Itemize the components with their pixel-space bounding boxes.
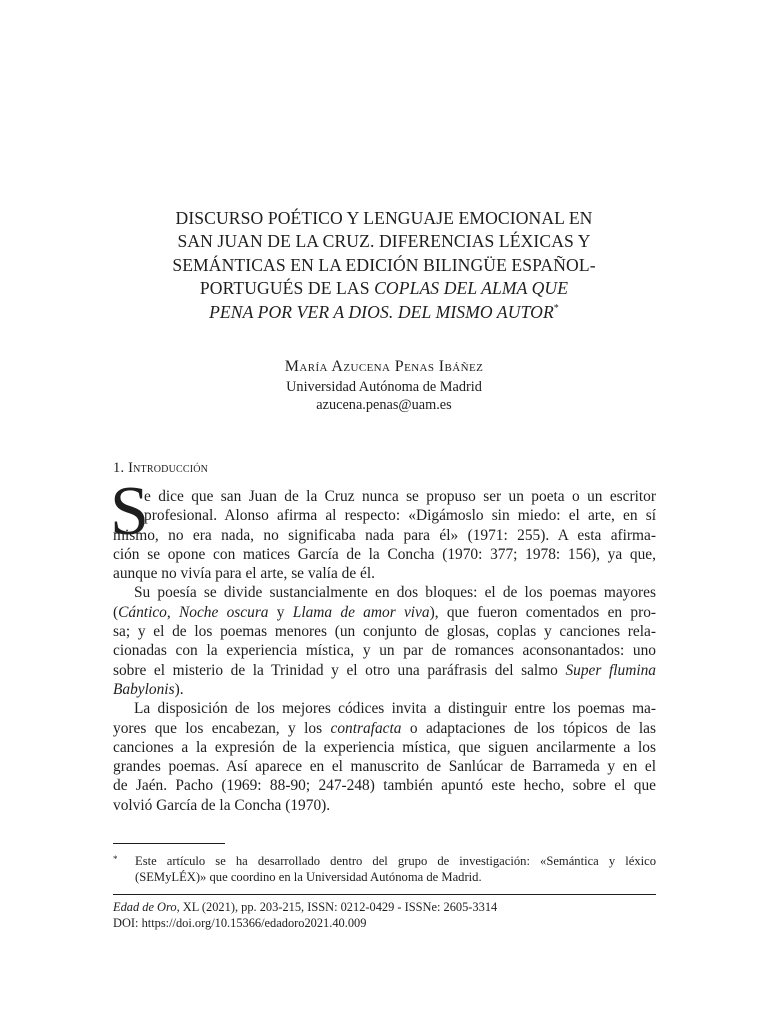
p2-line-5	[113, 661, 656, 680]
title-line-2: SAN JUAN DE LA CRUZ. DIFERENCIAS LÉXICAS Y	[177, 231, 591, 252]
footnote-line-1: Este artículo se ha desarrollado dentro del grupo de investigación: «Semántica y léxico	[135, 854, 656, 868]
title-line-5-italic: PENA POR VER A DIOS. DEL MISMO AUTOR	[209, 301, 554, 322]
p3-line-5: de Jaén. Pacho (1969: 88-90; 247-248) también apuntó este hecho, sobre el que	[113, 777, 656, 795]
p2-title-cantico: Cántico	[118, 603, 167, 621]
p2-title-super-flumina: Super flumina	[565, 661, 656, 679]
p1-line-5: aunque no vivía para el arte, se valía de él.	[113, 565, 375, 583]
p2-line-2	[113, 603, 656, 622]
p2-title-llama: Llama de amor viva	[292, 603, 430, 621]
article-title	[118, 207, 650, 324]
author-affiliation: Universidad Autónoma de Madrid	[286, 379, 482, 395]
title-line-5	[118, 301, 650, 324]
doi-link[interactable]: DOI: https://doi.org/10.15366/edadoro2021.40.009	[113, 916, 367, 930]
footnote-divider	[113, 843, 225, 844]
p3-text: o adaptaciones de los tópicos de las	[401, 719, 656, 737]
p3-contrafacta: contrafacta	[330, 719, 402, 737]
p2-line-1: Su poesía se divide sustancialmente en dos bloques: el de los poemas mayores	[134, 584, 656, 602]
author-affiliation-block	[118, 378, 650, 414]
p2-line-6	[113, 680, 656, 699]
p1-line-2: profesional. Alonso afirma al respecto: «Digámoslo sin miedo: el arte, en sí	[144, 507, 656, 525]
author-email[interactable]: azucena.penas@uam.es	[316, 397, 452, 413]
p3-line-3: canciones a la expresión de la experiencia mística, que siguen ancilarmente a los	[113, 738, 656, 756]
p2-text: (	[113, 603, 119, 621]
p2-line-3: sa; y el de los poemas menores (un conjunto de glosas, coplas y canciones rela-	[113, 623, 656, 641]
p3-line-6: volvió García de la Concha (1970).	[113, 796, 331, 814]
journal-details: , XL (2021), pp. 203-215, ISSN: 0212-0429 - ISSNe: 2605-3314	[176, 900, 498, 914]
p2-text: sobre el misterio de la Trinidad y el otro una paráfrasis del salmo	[113, 661, 566, 679]
title-line-3: SEMÁNTICAS EN LA EDICIÓN BILINGÜE ESPAÑOL-	[172, 254, 596, 275]
p2-text: ).	[174, 680, 184, 698]
p2-title-babylonis: Babylonis	[113, 680, 175, 698]
footnote	[113, 853, 656, 885]
p1-line-3: mismo, no era nada, no significaba nada para él» (1971: 255). A esta afirma-	[113, 526, 656, 544]
journal-citation	[113, 899, 497, 915]
p3-line-4: grandes poemas. Así aparece en el manuscrito de Sanlúcar de Barrameda y en el	[113, 758, 656, 776]
title-line-4-italic: COPLAS DEL ALMA QUE	[374, 278, 569, 299]
p2-text: ,	[166, 603, 180, 621]
footnote-mark: *	[113, 854, 118, 864]
p3-text: yores que los encabezan, y los	[113, 719, 331, 737]
p2-line-4: cionadas con la experiencia mística, y un par de romances aconsonantados: uno	[113, 642, 656, 660]
p3-line-2	[113, 719, 656, 738]
author-name: María Azucena Penas Ibáñez	[284, 358, 484, 375]
title-line-4	[118, 277, 650, 300]
p3-line-1: La disposición de los mejores códices invita a distinguir entre los poemas ma-	[134, 700, 656, 718]
title-line-4-plain: PORTUGUÉS DE LAS	[199, 278, 375, 299]
body-text	[113, 487, 656, 815]
title-line-1: DISCURSO POÉTICO Y LENGUAJE EMOCIONAL EN	[175, 208, 593, 228]
section-heading: 1. Introducción	[113, 460, 209, 476]
p2-text: ), que fueron comentados en pro-	[429, 603, 657, 621]
citation-divider	[113, 894, 656, 895]
p1-line-1: e dice que san Juan de la Cruz nunca se propuso ser un poeta o un escritor	[144, 488, 656, 505]
drop-cap: S	[110, 473, 149, 550]
journal-name: Edad de Oro	[113, 900, 177, 914]
footnote-text	[113, 853, 656, 885]
p2-title-noche-oscura: Noche oscura	[179, 603, 269, 621]
p2-text: y	[268, 603, 293, 621]
p1-line-4: ción se opone con matices García de la Concha (1970: 377; 1978: 156), ya que,	[113, 545, 656, 563]
title-footnote-mark[interactable]: *	[553, 302, 559, 314]
footnote-line-2: (SEMyLÉX)» que coordino en la Universidad Autónoma de Madrid.	[135, 870, 482, 884]
